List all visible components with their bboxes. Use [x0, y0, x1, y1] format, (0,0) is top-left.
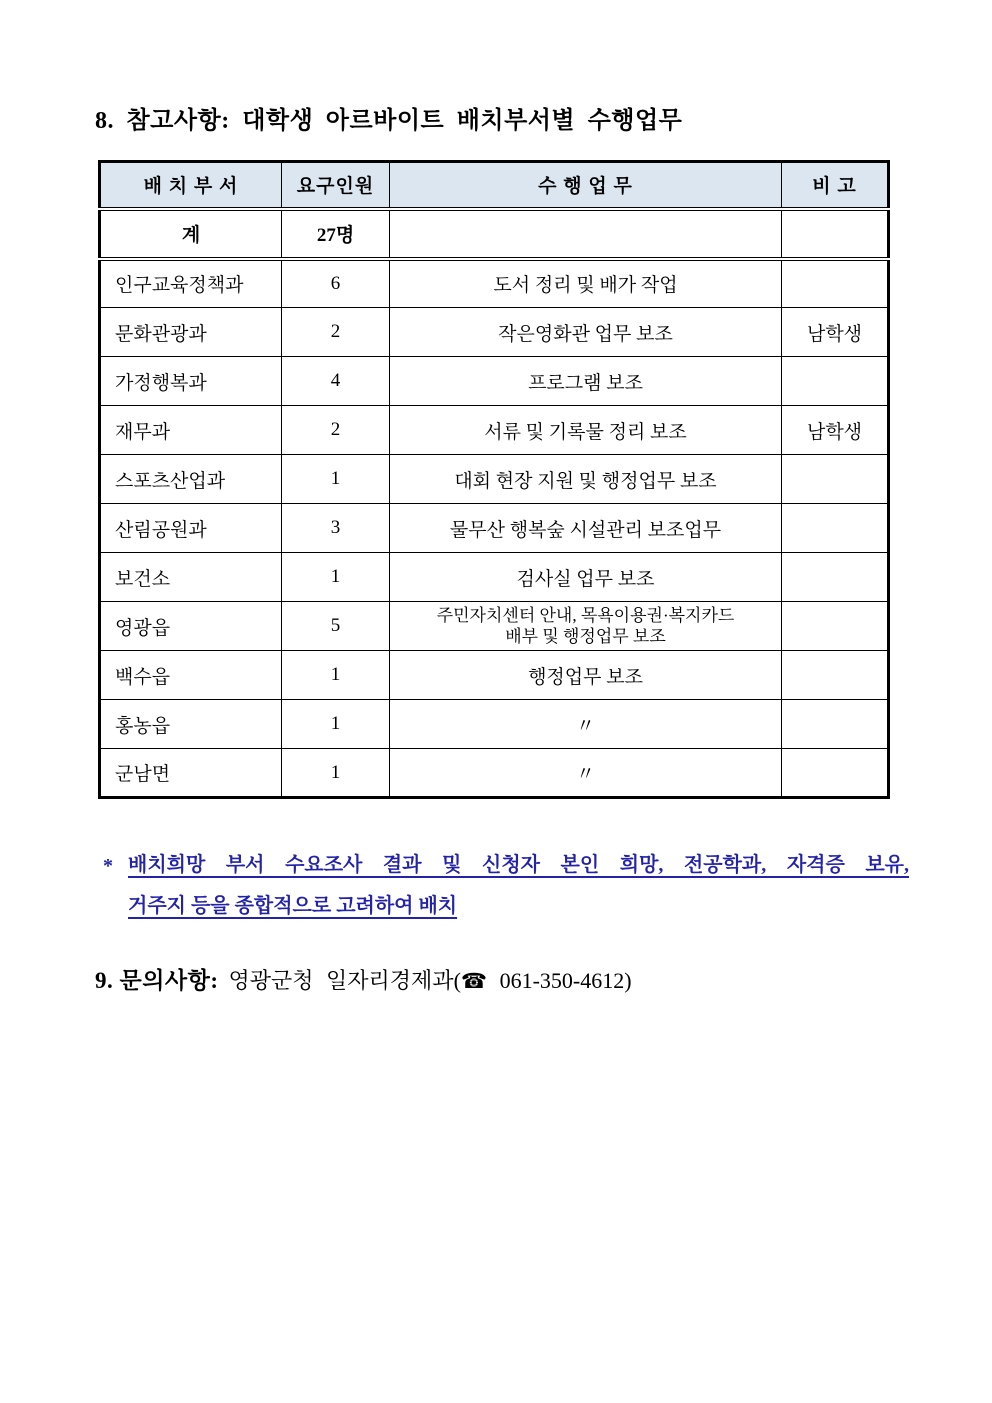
note-cell	[782, 749, 889, 798]
count-cell: 1	[282, 553, 390, 602]
count-cell: 3	[282, 504, 390, 553]
section-9-label: 9. 문의사항:	[95, 968, 219, 993]
task-cell: 물무산 행복숲 시설관리 보조업무	[390, 504, 782, 553]
footnote-text	[128, 845, 909, 927]
count-cell: 4	[282, 357, 390, 406]
dept-cell: 산림공원과	[100, 504, 282, 553]
dept-cell: 군남면	[100, 749, 282, 798]
task-cell: 대회 현장 지원 및 행정업무 보조	[390, 455, 782, 504]
dept-cell: 백수읍	[100, 651, 282, 700]
count-cell: 1	[282, 455, 390, 504]
count-cell: 2	[282, 308, 390, 357]
task-cell: 도서 정리 및 배가 작업	[390, 259, 782, 308]
note-cell: 남학생	[782, 406, 889, 455]
header-note: 비 고	[782, 162, 889, 209]
table-summary-row	[100, 209, 889, 259]
table-row	[100, 602, 889, 651]
dept-cell: 홍농읍	[100, 700, 282, 749]
note-cell	[782, 700, 889, 749]
table-row	[100, 357, 889, 406]
footnote-line-1: 배치희망 부서 수요조사 결과 및 신청자 본인 희망, 전공학과, 자격증 보유,	[128, 854, 909, 876]
section-9-contact	[95, 962, 632, 995]
dept-cell: 보건소	[100, 553, 282, 602]
section-8-heading: 8. 참고사항: 대학생 아르바이트 배치부서별 수행업무	[95, 108, 683, 134]
assignment-table-body	[100, 209, 889, 798]
table-row	[100, 700, 889, 749]
note-cell	[782, 553, 889, 602]
header-task: 수 행 업 무	[390, 162, 782, 209]
dept-cell: 스포츠산업과	[100, 455, 282, 504]
summary-note-cell	[782, 209, 889, 259]
footnote-asterisk: *	[103, 855, 113, 877]
note-cell	[782, 455, 889, 504]
task-cell: 검사실 업무 보조	[390, 553, 782, 602]
table-row	[100, 455, 889, 504]
dept-cell: 인구교육정책과	[100, 259, 282, 308]
dept-cell: 문화관광과	[100, 308, 282, 357]
note-cell	[782, 651, 889, 700]
count-cell: 1	[282, 749, 390, 798]
note-cell	[782, 602, 889, 651]
count-cell: 1	[282, 651, 390, 700]
count-cell: 1	[282, 700, 390, 749]
task-cell: 작은영화관 업무 보조	[390, 308, 782, 357]
header-count: 요구인원	[282, 162, 390, 209]
table-row	[100, 308, 889, 357]
footnote	[103, 845, 913, 927]
footnote-line-2: 거주지 등을 종합적으로 고려하여 배치	[128, 895, 458, 917]
table-row	[100, 553, 889, 602]
dept-cell: 영광읍	[100, 602, 282, 651]
table-row	[100, 259, 889, 308]
table-header-row	[100, 162, 889, 209]
table-row	[100, 406, 889, 455]
note-cell	[782, 504, 889, 553]
count-cell: 6	[282, 259, 390, 308]
telephone-icon: ☎	[460, 969, 488, 993]
count-cell: 5	[282, 602, 390, 651]
note-cell: 남학생	[782, 308, 889, 357]
dept-cell: 가정행복과	[100, 357, 282, 406]
task-cell: 〃	[390, 700, 782, 749]
table-row	[100, 749, 889, 798]
note-cell	[782, 259, 889, 308]
summary-dept-cell: 계	[100, 209, 282, 259]
task-cell: 프로그램 보조	[390, 357, 782, 406]
office-name: 영광군청 일자리경제과	[228, 968, 454, 993]
dept-cell: 재무과	[100, 406, 282, 455]
header-dept: 배 치 부 서	[100, 162, 282, 209]
summary-count-cell: 27명	[282, 209, 390, 259]
phone-number: 061-350-4612	[499, 968, 625, 993]
table-row	[100, 651, 889, 700]
table-row	[100, 504, 889, 553]
note-cell	[782, 357, 889, 406]
task-cell: 〃	[390, 749, 782, 798]
task-cell: 서류 및 기록물 정리 보조	[390, 406, 782, 455]
assignment-table	[98, 160, 890, 799]
count-cell: 2	[282, 406, 390, 455]
task-cell: 행정업무 보조	[390, 651, 782, 700]
summary-task-cell	[390, 209, 782, 259]
task-cell: 주민자치센터 안내, 목욕이용권·복지카드 배부 및 행정업무 보조	[390, 602, 782, 651]
section-9-body: 영광군청 일자리경제과(☎ 061-350-4612)	[228, 968, 632, 993]
